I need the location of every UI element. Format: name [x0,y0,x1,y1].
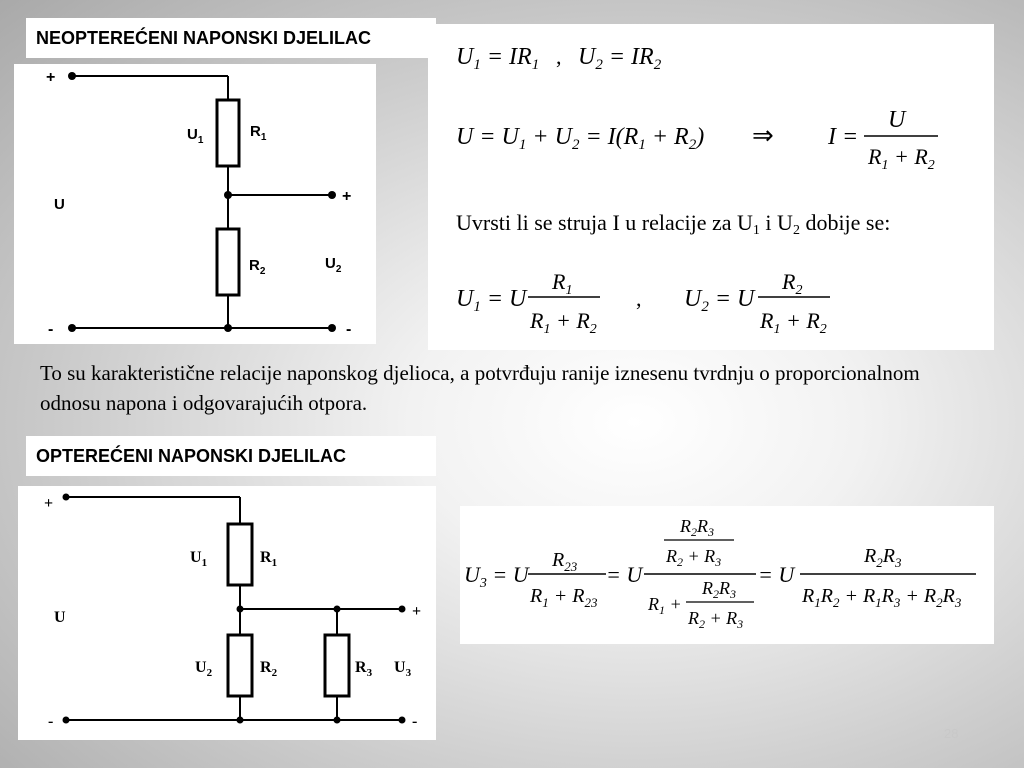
section-title-unloaded: NEOPTEREĆENI NAPONSKI DJELILAC [26,18,436,58]
equations-unloaded [428,24,994,350]
svg-text:U3 = U: $U_3 = U$ [464,562,529,591]
circuit-unloaded-panel [14,64,376,344]
svg-text:R2 + R3: $R_2 + R_3$ [688,608,744,631]
label-u-2: U [54,609,66,626]
svg-text:R1 + R2: $R_1 + R_2$ [760,308,827,337]
svg-text:⇒: ⇒ [752,121,774,150]
svg-text:R1: $R_1$ [552,269,573,298]
svg-text:R1 + R2: $R_1 + R_2$ [868,144,935,173]
circuit-loaded-panel [18,486,436,740]
label-u: U [54,196,65,213]
terminal-minus-right-2: - [412,713,418,730]
svg-text:R1R2 + R1R3 + R2R3: $R_1R_2 + R_1R_3 + R_2R_3$ [802,585,962,610]
terminal-plus-mid: + [342,188,352,205]
circuit-unloaded-diagram [14,64,376,344]
svg-text:= U: = U [758,562,795,587]
eq-divider-results [456,269,830,337]
circuit-loaded-diagram [18,486,436,740]
svg-text:I =: I = [828,124,859,150]
svg-text:= U: = U [606,562,643,587]
svg-text:U = U1 + U2 = I(R1 + R2): $U = U_1 + U_2 = I(R_1 + R_2)$ [456,124,705,153]
label-r3-2: $R_3$ [355,659,373,679]
svg-text:R23: $R_{23}$ [552,549,578,574]
equation-loaded [460,506,994,644]
terminal-minus-left: - [48,321,54,338]
label-u2: $U_2$ [325,255,342,275]
svg-text:R1 + R23: $R_1 + R_{23}$ [530,585,598,610]
label-u2-2: $U_2$ [195,659,213,679]
svg-text:R2R3: $R_2R_3$ [702,578,736,601]
relations-paragraph: To su karakteristične relacije naponskog djelioca, a potvrđuju ranije iznesenu tvrdnju o proporcionalnom odnosu napona i odgovarajućih otpora. [40,361,920,415]
terminal-plus-top-2: + [44,495,54,512]
label-r1: $R_1$ [250,123,267,143]
label-u3-2: $U_3$ [394,659,412,679]
label-u1: $U_1$ [187,126,204,146]
svg-text:U2 = IR2: $U_2 = IR_2$ [578,44,662,73]
svg-text:,: , [636,286,642,311]
terminal-minus-left-2: - [48,713,54,730]
uvrsti-sentence: Uvrsti li se struja I u relacije za U1 i U2 dobije se: [456,210,891,238]
label-u1-2: $U_1$ [190,549,208,569]
svg-text:R2R3: $R_2R_3$ [864,545,902,570]
eq-u1-u2 [456,44,662,73]
label-r1-2: $R_1$ [260,549,278,569]
svg-text:U2 = U: $U_2 = U$ [684,286,755,315]
svg-text:U: U [888,107,906,133]
svg-text:R2R3: $R_2R_3$ [680,516,714,539]
svg-text:R1 +: $R_1$ + [648,594,682,617]
svg-text:R2: $R_2$ [782,269,803,298]
page-number: 28 [944,726,959,741]
svg-text:U1 = U: $U_1 = U$ [456,286,527,315]
terminal-plus-mid-2: + [412,603,422,620]
svg-text:U1 = IR1: $U_1 = IR_1$ [456,44,540,73]
section-title-loaded: OPTEREĆENI NAPONSKI DJELILAC [26,436,436,476]
label-r2: $R_2$ [249,257,266,277]
svg-text:R2 + R3: $R_2 + R_3$ [666,546,722,569]
terminal-minus-right: - [346,321,352,338]
equation-loaded-panel [460,506,994,644]
terminal-plus-top: + [46,69,56,86]
svg-text:R1 + R2: $R_1 + R_2$ [530,308,597,337]
eq-sum [456,107,938,173]
svg-text:,: , [556,44,562,69]
label-r2-2: $R_2$ [260,659,278,679]
equations-unloaded-panel [428,24,994,350]
